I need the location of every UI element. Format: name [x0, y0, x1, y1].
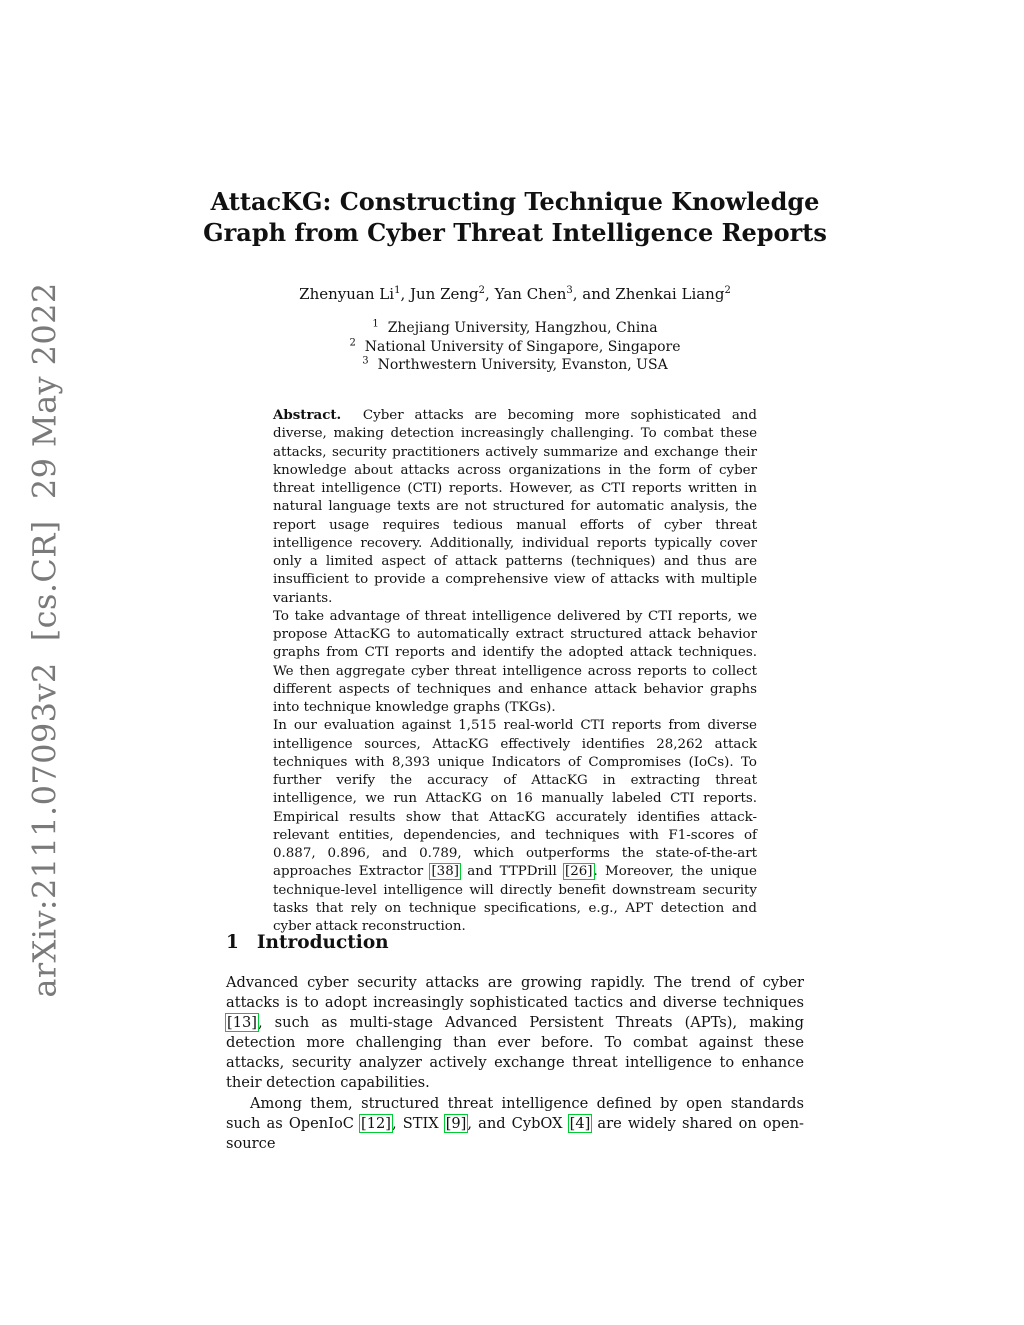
author-list: [200, 284, 830, 304]
abstract: [273, 406, 757, 936]
author-3: Yan Chen$^3$, and: [494, 285, 616, 303]
abstract-paragraph-3: In our evaluation against 1,515 real-world CTI reports from diverse intelligence sources, AttacKG effectively identifies 28,262 attack techniques with 8,393 unique Indicators of Compromises (IoCs). To further verify the accuracy of AttacKG in extracting threat intelligence, we run AttacKG on 16 manually labeled CTI reports. Empirical results show that AttacKG accurately identifies attack-relevant entities, dependencies, and techniques with F1-scores of 0.887, 0.896, and 0.789, which outperforms the state-of-the-art approaches Extractor [38] and TTPDrill [26]. Moreover, the unique technique-level intelligence will directly benefit downstream security tasks that rely on technique specifications, e.g., APT detection and cyber attack reconstruction.: [273, 718, 757, 934]
arxiv-sidebar-stamp: [26, 282, 64, 998]
body-paragraph-1: Advanced cyber security attacks are growing rapidly. The trend of cyber attacks is to adopt increasingly sophisticated tactics and diverse techniques [13], such as multi-stage Advanced Persistent Threats (APTs), making detection more challenging than ever before. To combat against these attacks, security analyzer actively exchange threat intelligence to enhance their detection capabilities.: [226, 974, 804, 1092]
citation-link-4[interactable]: [4]: [569, 1114, 591, 1132]
introduction-body: [226, 973, 804, 1154]
arxiv-identifier: arXiv:2111.07093v2 [cs.CR] 29 May 2022: [26, 282, 64, 998]
citation-link-9[interactable]: [9]: [445, 1114, 467, 1132]
author-2: Jun Zeng$^2$,: [409, 285, 495, 303]
section-heading-introduction: [226, 932, 389, 953]
citation-link-38[interactable]: [38]: [431, 864, 459, 880]
citation-link-26[interactable]: [26]: [565, 864, 593, 880]
title-line-2: Graph from Cyber Threat Intelligence Reports: [203, 218, 827, 247]
affiliation-3: $^3$ Northwestern University, Evanston, USA: [362, 355, 668, 373]
paper-title: [180, 186, 850, 248]
affiliation-2: $^2$ National University of Singapore, Singapore: [349, 336, 681, 355]
abstract-paragraph-1: Abstract. Cyber attacks are becoming more sophisticated and diverse, making detection increasingly challenging. To combat these attacks, security practitioners actively summarize and exchange their knowledge about attacks across organizations in the form of cyber threat intelligence (CTI) reports. However, as CTI reports written in natural language texts are not structured for automatic analysis, the report usage requires tedious manual efforts of cyber threat intelligence recovery. Additionally, individual reports typically cover only a limited aspect of attack patterns (techniques) and thus are insufficient to provide a comprehensive view of attacks with multiple variants.: [273, 407, 757, 606]
abstract-label: Abstract.: [273, 407, 342, 423]
citation-link-13[interactable]: [13]: [227, 1014, 257, 1032]
affiliation-list: [250, 319, 780, 375]
abstract-paragraph-2: To take advantage of threat intelligence delivered by CTI reports, we propose AttacKG to automatically extract structured attack behavior graphs from CTI reports and identify the adopted attack techniques. We then aggregate cyber threat intelligence across reports to collect different aspects of techniques and enhance attack behavior graphs into technique knowledge graphs (TKGs).: [273, 608, 757, 715]
citation-link-12[interactable]: [12]: [361, 1114, 391, 1132]
title-line-1: AttacKG: Constructing Technique Knowledge: [210, 187, 820, 216]
body-paragraph-2: Among them, structured threat intelligence defined by open standards such as OpenIoC [12], STIX [9], and CybOX [4] are widely shared on open-source: [226, 1094, 804, 1152]
section-title: Introduction: [256, 932, 389, 953]
section-number: 1: [226, 932, 239, 953]
author-4: Zhenkai Liang$^2$: [615, 285, 731, 303]
affiliation-1: $^1$ Zhejiang University, Hangzhou, China: [372, 318, 658, 336]
author-1: Zhenyuan Li$^1$,: [299, 285, 410, 303]
